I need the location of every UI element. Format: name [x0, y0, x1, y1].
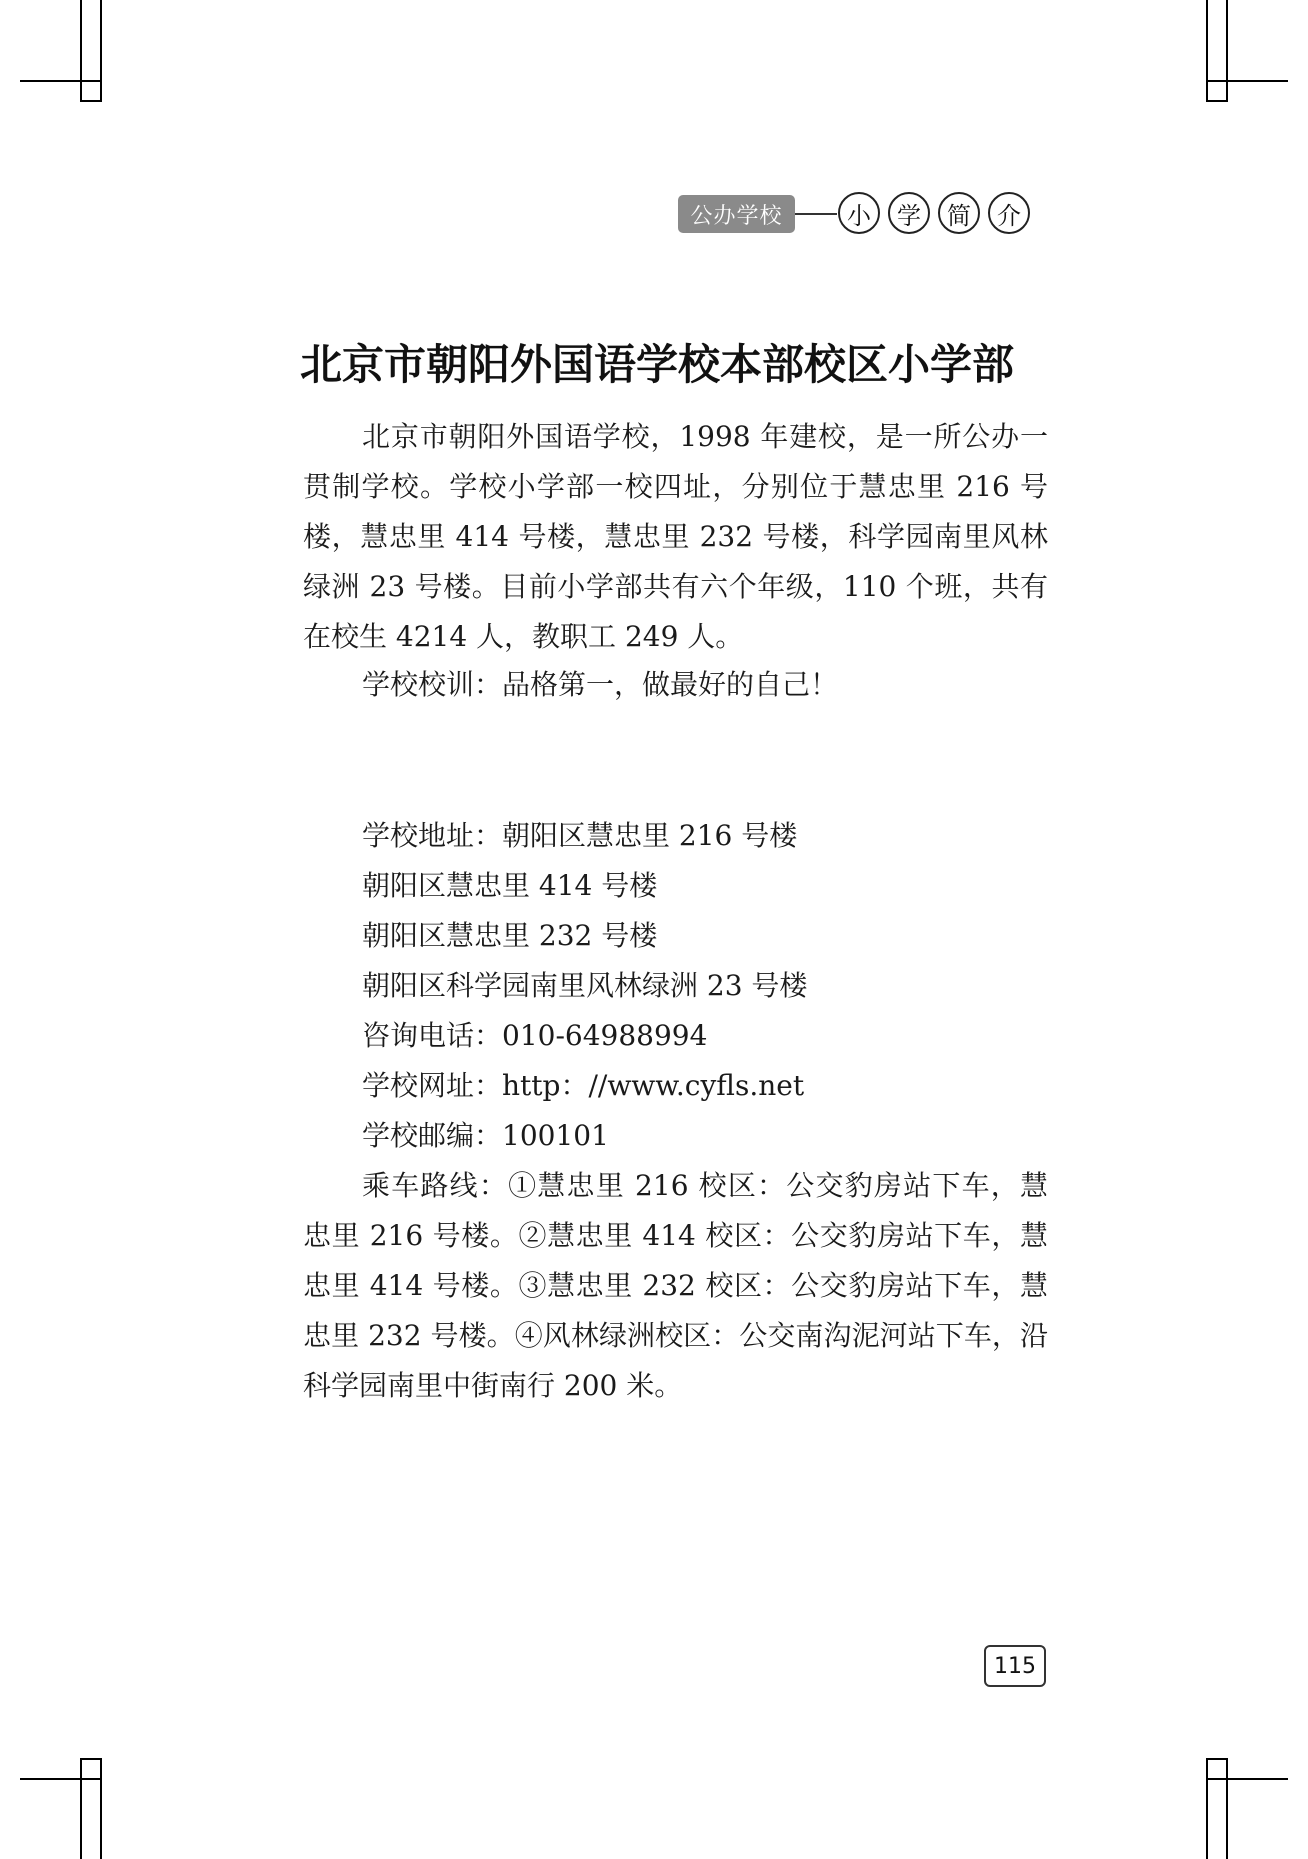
crop-mark [20, 80, 102, 82]
contact-info [303, 811, 1048, 1411]
crop-mark [1206, 80, 1288, 82]
crop-mark [1206, 1758, 1208, 1859]
crop-mark [80, 0, 82, 102]
crop-mark [1206, 0, 1208, 102]
address-line: 朝阳区科学园南里风林绿洲 23 号楼 [362, 969, 808, 1002]
crop-mark [1206, 100, 1228, 102]
phone-line: 咨询电话：010-64988994 [362, 1019, 708, 1052]
section-char-circle: 小 [838, 192, 880, 234]
crop-mark [1206, 1778, 1288, 1780]
crop-mark [100, 0, 102, 102]
intro-paragraph: 北京市朝阳外国语学校，1998 年建校，是一所公办一贯制学校。学校小学部一校四址，分别位于慧忠里 216 号楼，慧忠里 414 号楼，慧忠里 232 号楼，科学园南里风林绿洲 23 号楼。目前小学部共有六个年级，110 个班，共有在校生 4214 人，教职工 249 人。 [303, 420, 1048, 653]
website-line: 学校网址：http：//www.cyfls.net [362, 1069, 805, 1102]
bus-route-paragraph: 乘车路线：①慧忠里 216 校区：公交豹房站下车，慧忠里 216 号楼。②慧忠里 414 校区：公交豹房站下车，慧忠里 414 号楼。③慧忠里 232 校区：公交豹房站下车，慧忠里 232 号楼。④风林绿洲校区：公交南沟泥河站下车，沿科学园南里中街南行 200 米。 [303, 1169, 1048, 1402]
page-title: 北京市朝阳外国语学校本部校区小学部 [300, 340, 1015, 389]
page-number: 115 [984, 1645, 1046, 1687]
postcode-line: 学校邮编：100101 [362, 1119, 609, 1152]
address-line: 学校地址：朝阳区慧忠里 216 号楼 [362, 819, 798, 852]
section-header [678, 190, 1050, 240]
crop-mark [80, 1758, 82, 1859]
section-char-circle: 学 [888, 192, 930, 234]
school-motto: 学校校训：品格第一，做最好的自己！ [362, 668, 839, 701]
section-char-circle: 简 [938, 192, 980, 234]
address-line: 朝阳区慧忠里 414 号楼 [362, 869, 658, 902]
crop-mark [80, 1758, 102, 1760]
crop-mark [20, 1778, 102, 1780]
crop-mark [1226, 0, 1228, 102]
motto-section [303, 660, 1048, 710]
category-tab: 公办学校 [678, 195, 795, 233]
crop-mark [1226, 1758, 1228, 1859]
intro-section [303, 412, 1048, 662]
section-char-circle: 介 [988, 192, 1030, 234]
header-connector-line [795, 213, 837, 215]
crop-mark [80, 100, 102, 102]
address-line: 朝阳区慧忠里 232 号楼 [362, 919, 658, 952]
crop-mark [1206, 1758, 1228, 1760]
crop-mark [100, 1758, 102, 1859]
